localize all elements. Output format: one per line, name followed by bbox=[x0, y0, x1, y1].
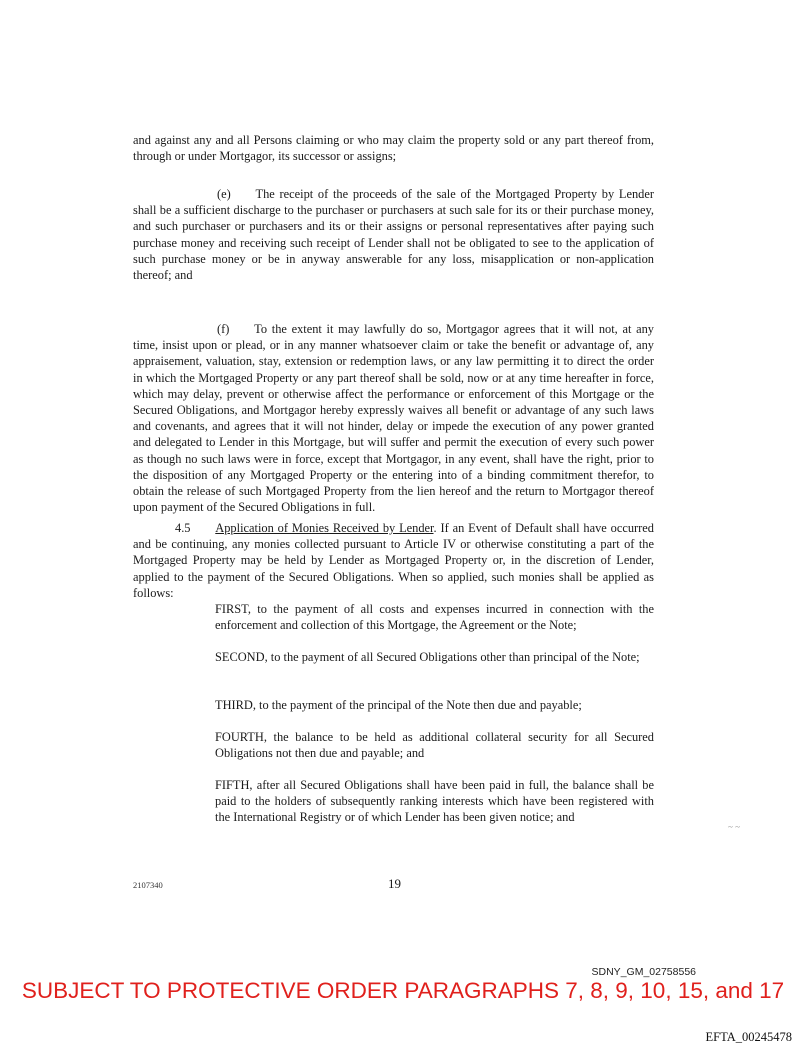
bates-number-sdny: SDNY_GM_02758556 bbox=[591, 966, 696, 978]
list-item-second: SECOND, to the payment of all Secured Obligations other than principal of the Note; bbox=[215, 650, 640, 664]
section-4-5-paragraph bbox=[133, 520, 654, 601]
list-item-third: THIRD, to the payment of the principal of the Note then due and payable; bbox=[215, 698, 582, 712]
protective-order-notice: SUBJECT TO PROTECTIVE ORDER PARAGRAPHS 7, 8, 9, 10, 15, and 17 bbox=[21, 978, 785, 1003]
intro-paragraph: and against any and all Persons claiming or who may claim the property sold or any part thereof from, through or under Mortgagor, its successor or assigns; bbox=[133, 133, 654, 164]
paragraph-e: (e) The receipt of the proceeds of the sale of the Mortgaged Property by Lender shall be a sufficient discharge to the purchaser or purchasers at such sale for its or their purchase money, and such purchaser or purchasers and its or their assigns or personal representatives after paying such purchase money and receiving such receipt of Lender shall not be obligated to see to the application of such purchase money or be in anyway answerable for any loss, misapplication or non-application thereof; and bbox=[133, 187, 654, 283]
page-number: 19 bbox=[388, 876, 401, 891]
section-heading: Application of Monies Received by Lender bbox=[215, 521, 434, 535]
list-item-fifth: FIFTH, after all Secured Obligations shall have been paid in full, the balance shall be paid to the holders of subsequently ranking interests which have been registered with the International Registry or of which Lender has been given notice; and bbox=[215, 778, 654, 825]
document-number: 2107340 bbox=[133, 880, 163, 890]
scan-mark: ~ ~ bbox=[728, 822, 740, 832]
section-number: 4.5 bbox=[175, 521, 216, 535]
list-item-first: FIRST, to the payment of all costs and expenses incurred in connection with the enforcement and collection of this Mortgage, the Agreement or the Note; bbox=[215, 602, 654, 633]
list-item-fourth: FOURTH, the balance to be held as additional collateral security for all Secured Obligations not then due and payable; and bbox=[215, 730, 654, 761]
bates-number-efta: EFTA_00245478 bbox=[705, 1030, 792, 1044]
section-body: . If an Event of Default shall have occurred and be continuing, any monies collected pursuant to Article IV or otherwise constituting a part of the Mortgaged Property may be held by Lender as Mortgaged Property or, in the discretion of Lender, applied to the payment of the Secured Obligations. When so applied, such monies shall be applied as follows: bbox=[133, 521, 654, 600]
paragraph-f: (f) To the extent it may lawfully do so, Mortgagor agrees that it will not, at any time, insist upon or plead, or in any manner whatsoever claim or take the benefit or advantage of, any appraisement, valuation, stay, extension or redemption laws, or any law permitting it to direct the order in which the Mortgaged Property or any part thereof shall be sold, now or at any time hereafter in force, which may delay, prevent or otherwise affect the performance or enforcement of this Mortgage or the Secured Obligations, and Mortgagor hereby expressly waives all benefit or advantage of any such laws and covenants, and agrees that it will not hinder, delay or impede the execution of any power granted and delegated to Lender in this Mortgage, but will suffer and permit the execution of every such power as though no such laws were in force, except that Mortgagor, in any event, shall have the right, prior to the disposition of any Mortgaged Property or the entering into of a binding commitment therefor, to obtain the release of such Mortgaged Property from the lien hereof and the return to Mortgagor thereof upon payment of the Secured Obligations in full. bbox=[133, 322, 654, 515]
